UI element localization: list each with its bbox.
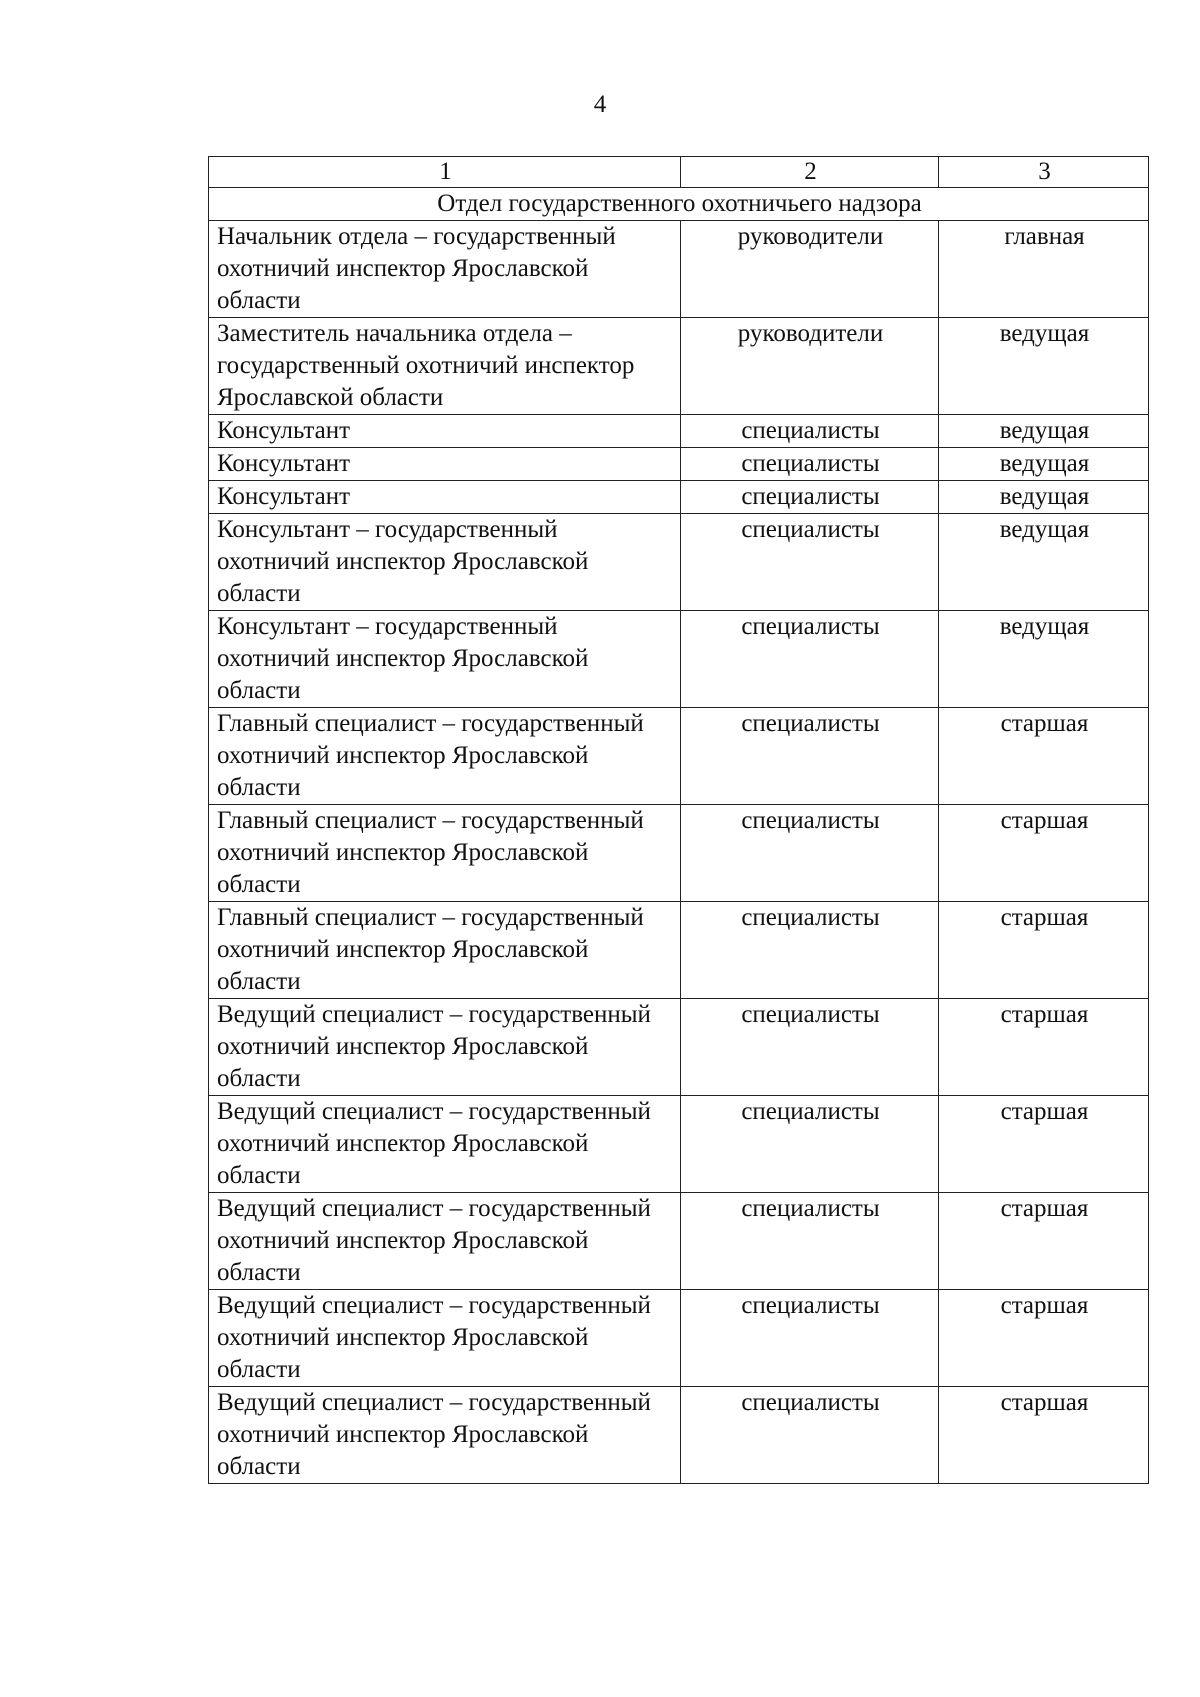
column-header-3: 3 xyxy=(939,157,1149,188)
table-header-row xyxy=(209,157,1149,188)
group-cell: старшая xyxy=(939,1387,1149,1484)
position-cell: Консультант xyxy=(209,448,681,481)
group-cell: старшая xyxy=(939,1096,1149,1193)
category-cell: специалисты xyxy=(681,448,939,481)
table-row xyxy=(209,415,1149,448)
section-title: Отдел государственного охотничьего надзора xyxy=(209,188,1149,221)
category-cell: специалисты xyxy=(681,514,939,611)
table-row xyxy=(209,708,1149,805)
page-number: 4 xyxy=(593,91,607,118)
group-cell: старшая xyxy=(939,805,1149,902)
position-cell: Главный специалист – государственный охотничий инспектор Ярославской области xyxy=(209,708,681,805)
table-row xyxy=(209,318,1149,415)
table-row xyxy=(209,999,1149,1096)
table-row xyxy=(209,902,1149,999)
position-cell: Главный специалист – государственный охотничий инспектор Ярославской области xyxy=(209,805,681,902)
table-row xyxy=(209,448,1149,481)
table-row xyxy=(209,514,1149,611)
position-cell: Консультант – государственный охотничий инспектор Ярославской области xyxy=(209,514,681,611)
position-cell: Начальник отдела – государственный охотничий инспектор Ярославской области xyxy=(209,221,681,318)
category-cell: специалисты xyxy=(681,481,939,514)
section-row xyxy=(209,188,1149,221)
position-cell: Консультант xyxy=(209,415,681,448)
table-row xyxy=(209,481,1149,514)
category-cell: специалисты xyxy=(681,805,939,902)
positions-table xyxy=(208,156,1149,1484)
table-row xyxy=(209,221,1149,318)
group-cell: ведущая xyxy=(939,318,1149,415)
column-header-2: 2 xyxy=(681,157,939,188)
group-cell: ведущая xyxy=(939,514,1149,611)
table-row xyxy=(209,1290,1149,1387)
category-cell: специалисты xyxy=(681,1387,939,1484)
category-cell: специалисты xyxy=(681,999,939,1096)
category-cell: специалисты xyxy=(681,415,939,448)
position-cell: Ведущий специалист – государственный охотничий инспектор Ярославской области xyxy=(209,1193,681,1290)
position-cell: Ведущий специалист – государственный охотничий инспектор Ярославской области xyxy=(209,1096,681,1193)
group-cell: ведущая xyxy=(939,611,1149,708)
table-row xyxy=(209,1193,1149,1290)
position-cell: Консультант xyxy=(209,481,681,514)
position-cell: Главный специалист – государственный охотничий инспектор Ярославской области xyxy=(209,902,681,999)
group-cell: старшая xyxy=(939,1193,1149,1290)
category-cell: специалисты xyxy=(681,1193,939,1290)
position-cell: Заместитель начальника отдела – государственный охотничий инспектор Ярославской области xyxy=(209,318,681,415)
category-cell: руководители xyxy=(681,221,939,318)
category-cell: специалисты xyxy=(681,902,939,999)
group-cell: главная xyxy=(939,221,1149,318)
table-row xyxy=(209,805,1149,902)
category-cell: специалисты xyxy=(681,1096,939,1193)
group-cell: ведущая xyxy=(939,481,1149,514)
category-cell: специалисты xyxy=(681,708,939,805)
position-cell: Ведущий специалист – государственный охотничий инспектор Ярославской области xyxy=(209,1387,681,1484)
table-row xyxy=(209,1096,1149,1193)
group-cell: старшая xyxy=(939,902,1149,999)
group-cell: старшая xyxy=(939,708,1149,805)
position-cell: Ведущий специалист – государственный охотничий инспектор Ярославской области xyxy=(209,999,681,1096)
group-cell: ведущая xyxy=(939,448,1149,481)
group-cell: старшая xyxy=(939,1290,1149,1387)
category-cell: специалисты xyxy=(681,611,939,708)
table-row xyxy=(209,1387,1149,1484)
position-cell: Ведущий специалист – государственный охотничий инспектор Ярославской области xyxy=(209,1290,681,1387)
category-cell: руководители xyxy=(681,318,939,415)
position-cell: Консультант – государственный охотничий инспектор Ярославской области xyxy=(209,611,681,708)
group-cell: старшая xyxy=(939,999,1149,1096)
category-cell: специалисты xyxy=(681,1290,939,1387)
group-cell: ведущая xyxy=(939,415,1149,448)
column-header-1: 1 xyxy=(209,157,681,188)
table-row xyxy=(209,611,1149,708)
